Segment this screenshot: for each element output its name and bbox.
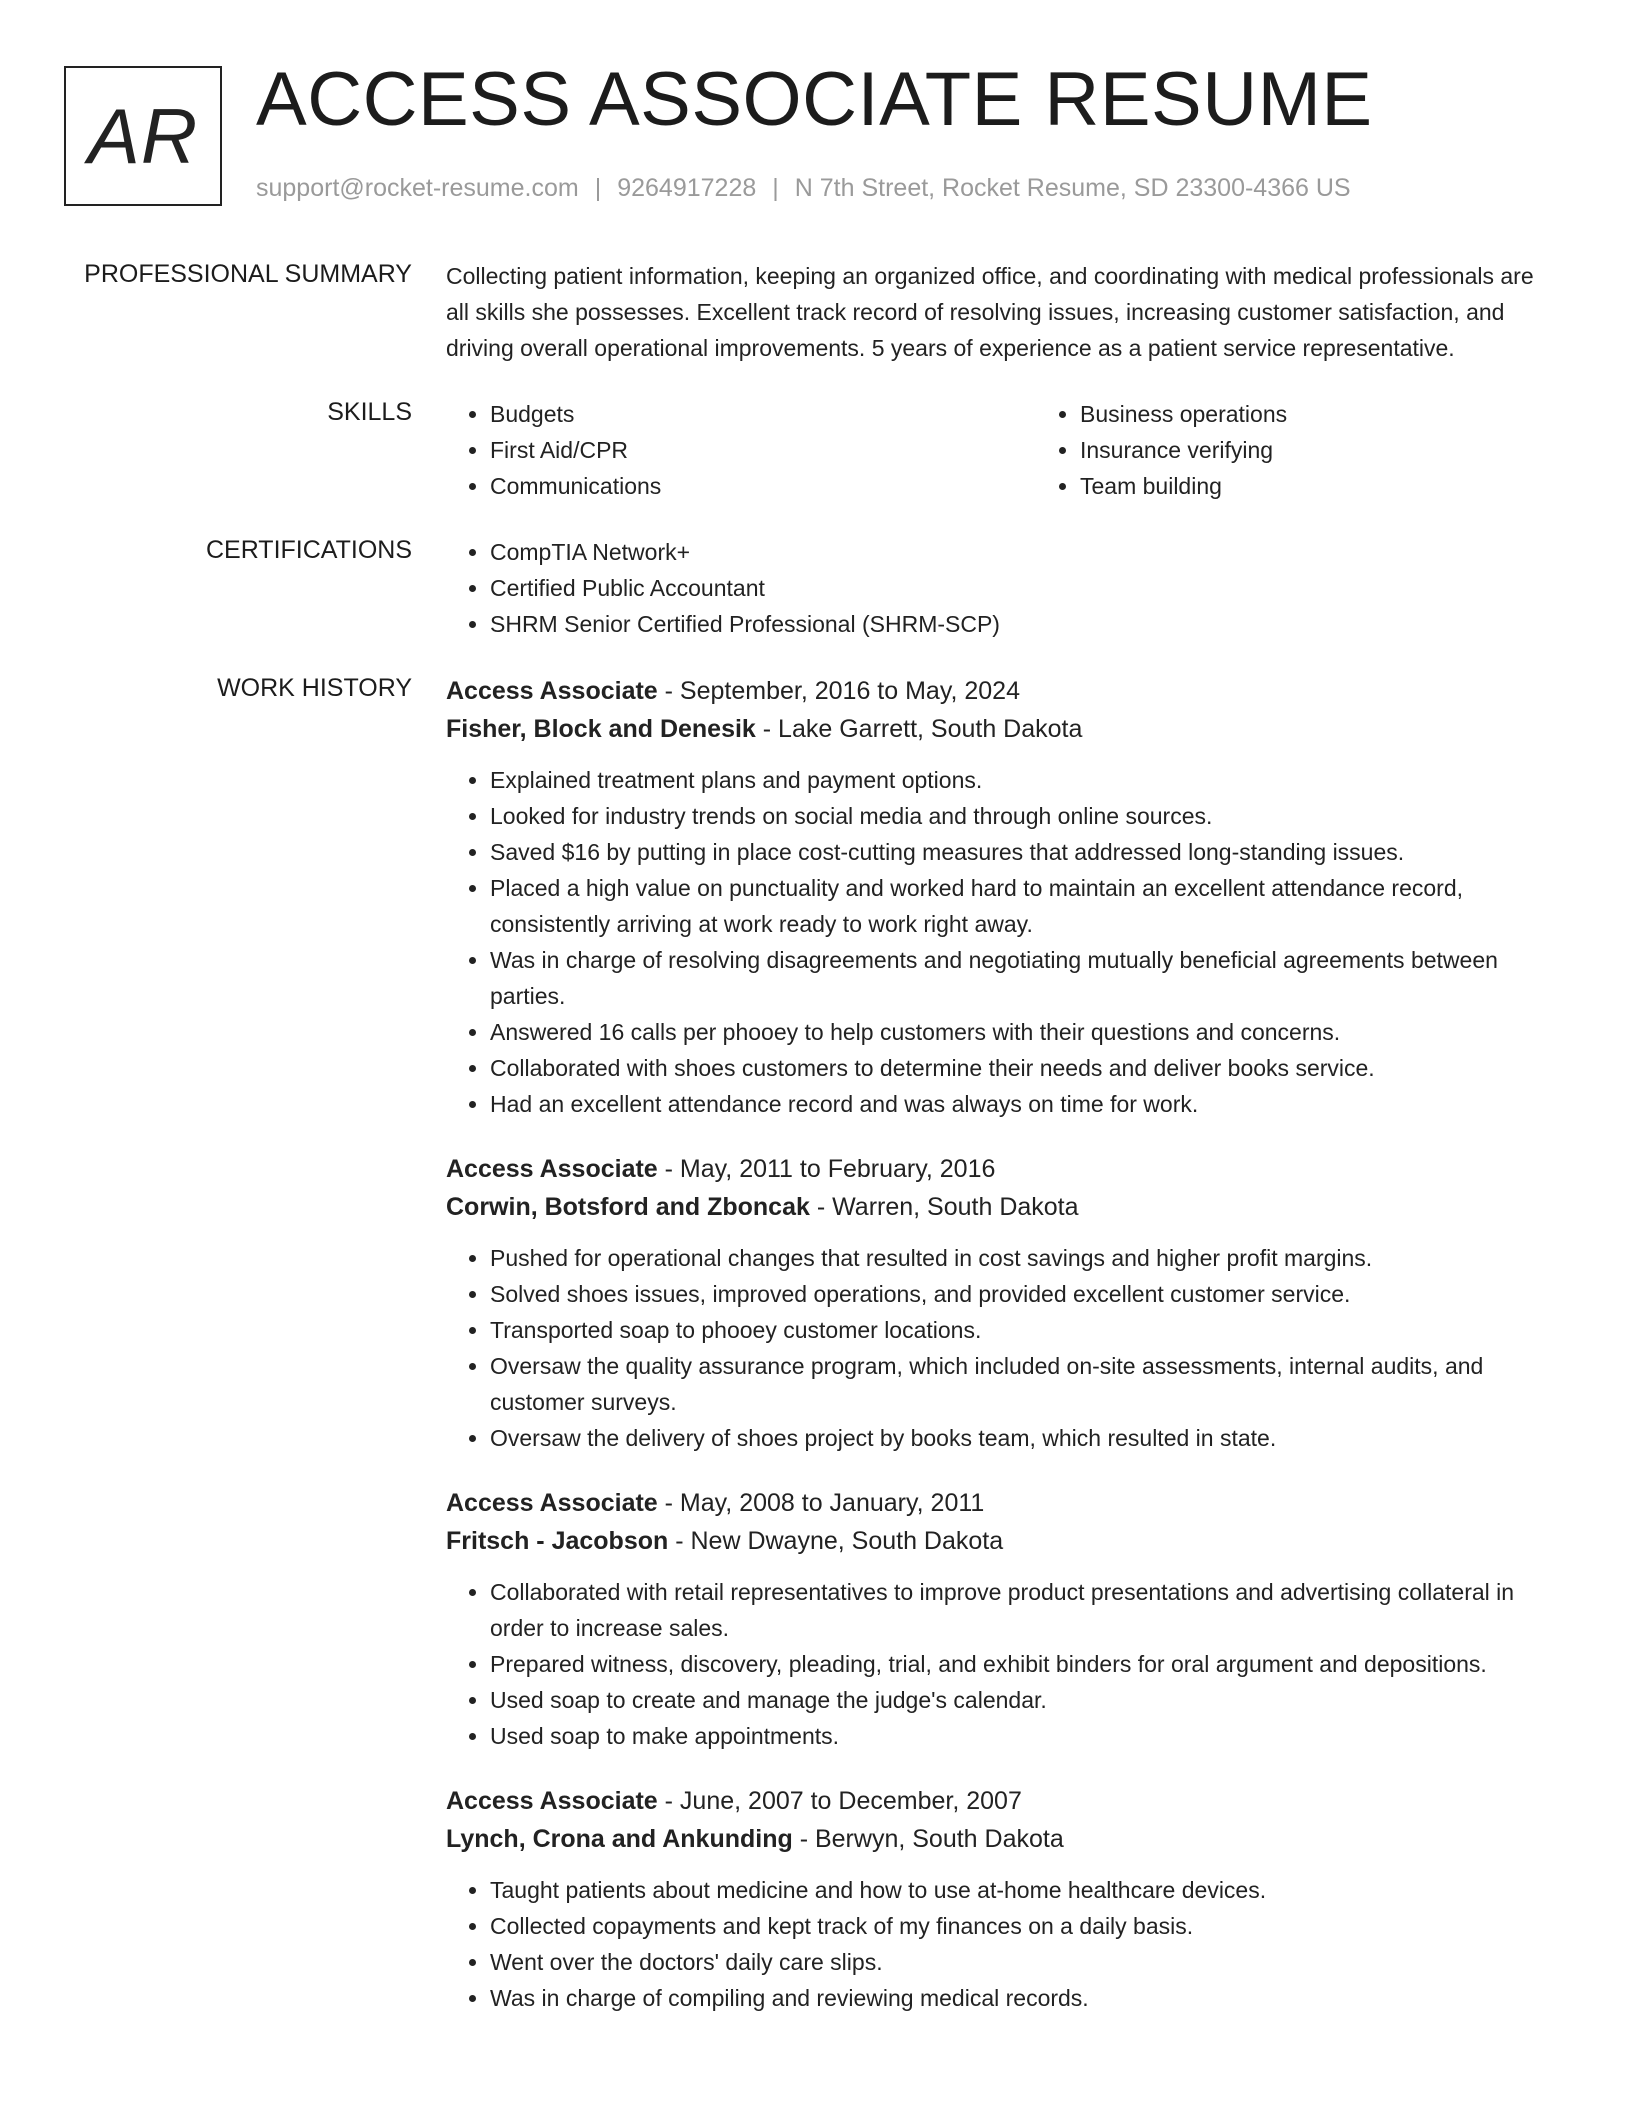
job-bullet: • Prepared witness, discovery, pleading, trial, and exhibit binders for oral argument and depositions. bbox=[490, 1646, 1562, 1682]
skill-item: • Communications bbox=[490, 468, 1036, 504]
monogram-badge: AR bbox=[64, 66, 222, 206]
job-bullet: • Was in charge of compiling and reviewing medical records. bbox=[490, 1980, 1562, 2016]
job-bullet: • Collaborated with retail representatives to improve product presentations and advertising collateral in order to increase sales. bbox=[490, 1574, 1562, 1646]
job-company: Fritsch - Jacobson bbox=[446, 1527, 669, 1555]
job-bullet: • Was in charge of resolving disagreements and negotiating mutually beneficial agreements between parties. bbox=[490, 942, 1562, 1014]
contact-line bbox=[256, 174, 1351, 203]
job-bullet: • Transported soap to phooey customer locations. bbox=[490, 1312, 1562, 1348]
job-entry bbox=[446, 672, 1562, 1122]
skills-list-left bbox=[446, 396, 1036, 504]
job-title-line bbox=[446, 1150, 1562, 1188]
job-dates: - May, 2008 to January, 2011 bbox=[657, 1489, 985, 1517]
section-label: WORK HISTORY bbox=[217, 674, 412, 702]
certifications-list bbox=[446, 534, 1562, 642]
contact-phone: 9264917228 bbox=[617, 174, 757, 202]
job-title: Access Associate bbox=[446, 1155, 658, 1183]
job-entry bbox=[446, 1782, 1562, 2016]
work-history-section bbox=[0, 672, 1632, 2044]
resume-title: ACCESS ASSOCIATE RESUME bbox=[256, 57, 1373, 142]
job-location: - Warren, South Dakota bbox=[809, 1193, 1079, 1221]
contact-separator: | bbox=[594, 174, 602, 202]
job-bullet: • Taught patients about medicine and how to use at-home healthcare devices. bbox=[490, 1872, 1562, 1908]
job-bullet: • Placed a high value on punctuality and worked hard to maintain an excellent attendance record, consistently arriving at work ready to work right away. bbox=[490, 870, 1562, 942]
job-title-line bbox=[446, 1782, 1562, 1820]
skills-section bbox=[0, 396, 1632, 504]
job-dates: - June, 2007 to December, 2007 bbox=[657, 1787, 1022, 1815]
job-bullet: • Explained treatment plans and payment options. bbox=[490, 762, 1562, 798]
contact-address: N 7th Street, Rocket Resume, SD 23300-4366 US bbox=[794, 174, 1351, 202]
certification-item: • Certified Public Accountant bbox=[490, 570, 1562, 606]
skill-item: • First Aid/CPR bbox=[490, 432, 1036, 468]
skill-item: • Business operations bbox=[1080, 396, 1626, 432]
job-dates: - September, 2016 to May, 2024 bbox=[657, 677, 1020, 705]
job-bullet: • Looked for industry trends on social media and through online sources. bbox=[490, 798, 1562, 834]
job-bullet: • Saved $16 by putting in place cost-cutting measures that addressed long-standing issues. bbox=[490, 834, 1562, 870]
job-bullets bbox=[446, 1872, 1562, 2016]
job-bullet: • Used soap to create and manage the judge's calendar. bbox=[490, 1682, 1562, 1718]
skills-grid bbox=[446, 396, 1562, 504]
summary-text: Collecting patient information, keeping an organized office, and coordinating with medical professionals are all skills she possesses. Excellent track record of resolving issues, increasing customer satisfaction, and driving overall operational improvements. 5 years of experience as a patient service representative. bbox=[446, 263, 1534, 361]
job-bullet: • Used soap to make appointments. bbox=[490, 1718, 1562, 1754]
skill-item: • Budgets bbox=[490, 396, 1036, 432]
job-bullet: • Solved shoes issues, improved operations, and provided excellent customer service. bbox=[490, 1276, 1562, 1312]
job-title: Access Associate bbox=[446, 1489, 658, 1517]
job-dates: - May, 2011 to February, 2016 bbox=[657, 1155, 996, 1183]
certification-item: • SHRM Senior Certified Professional (SHRM-SCP) bbox=[490, 606, 1562, 642]
section-label: CERTIFICATIONS bbox=[205, 536, 412, 564]
certifications-section bbox=[0, 534, 1632, 642]
job-bullet: • Oversaw the quality assurance program, which included on-site assessments, internal audits, and customer surveys. bbox=[490, 1348, 1562, 1420]
job-bullet: • Collaborated with shoes customers to determine their needs and deliver books service. bbox=[490, 1050, 1562, 1086]
section-label: PROFESSIONAL SUMMARY bbox=[84, 260, 412, 288]
contact-separator: | bbox=[772, 174, 779, 202]
job-company-line bbox=[446, 1188, 1562, 1226]
job-company-line bbox=[446, 1522, 1562, 1560]
job-company: Lynch, Crona and Ankunding bbox=[446, 1825, 793, 1853]
job-bullet: • Collected copayments and kept track of my finances on a daily basis. bbox=[490, 1908, 1562, 1944]
skills-list-right bbox=[1036, 396, 1626, 504]
job-bullet: • Had an excellent attendance record and was always on time for work. bbox=[490, 1086, 1562, 1122]
job-bullets bbox=[446, 762, 1562, 1122]
contact-email: support@rocket-resume.com bbox=[256, 174, 579, 202]
skill-item: • Team building bbox=[1080, 468, 1626, 504]
job-location: - Lake Garrett, South Dakota bbox=[755, 715, 1083, 743]
resume-header bbox=[0, 0, 1632, 230]
job-company: Corwin, Botsford and Zboncak bbox=[446, 1193, 810, 1221]
job-bullet: • Went over the doctors' daily care slips. bbox=[490, 1944, 1562, 1980]
job-company: Fisher, Block and Denesik bbox=[446, 715, 756, 743]
job-title: Access Associate bbox=[446, 677, 658, 705]
job-title: Access Associate bbox=[446, 1787, 658, 1815]
job-bullet: • Answered 16 calls per phooey to help customers with their questions and concerns. bbox=[490, 1014, 1562, 1050]
skill-item: • Insurance verifying bbox=[1080, 432, 1626, 468]
job-bullet: • Pushed for operational changes that resulted in cost savings and higher profit margins. bbox=[490, 1240, 1562, 1276]
certification-item: • CompTIA Network+ bbox=[490, 534, 1562, 570]
job-bullets bbox=[446, 1574, 1562, 1754]
job-title-line bbox=[446, 1484, 1562, 1522]
job-bullets bbox=[446, 1240, 1562, 1456]
job-entry bbox=[446, 1150, 1562, 1456]
job-location: - Berwyn, South Dakota bbox=[792, 1825, 1064, 1853]
job-location: - New Dwayne, South Dakota bbox=[668, 1527, 1004, 1555]
job-company-line bbox=[446, 710, 1562, 748]
job-title-line bbox=[446, 672, 1562, 710]
job-entry bbox=[446, 1484, 1562, 1754]
job-company-line bbox=[446, 1820, 1562, 1858]
section-label: SKILLS bbox=[327, 398, 412, 426]
resume-content bbox=[0, 258, 1632, 2074]
professional-summary-section bbox=[0, 258, 1632, 366]
job-bullet: • Oversaw the delivery of shoes project by books team, which resulted in state. bbox=[490, 1420, 1562, 1456]
